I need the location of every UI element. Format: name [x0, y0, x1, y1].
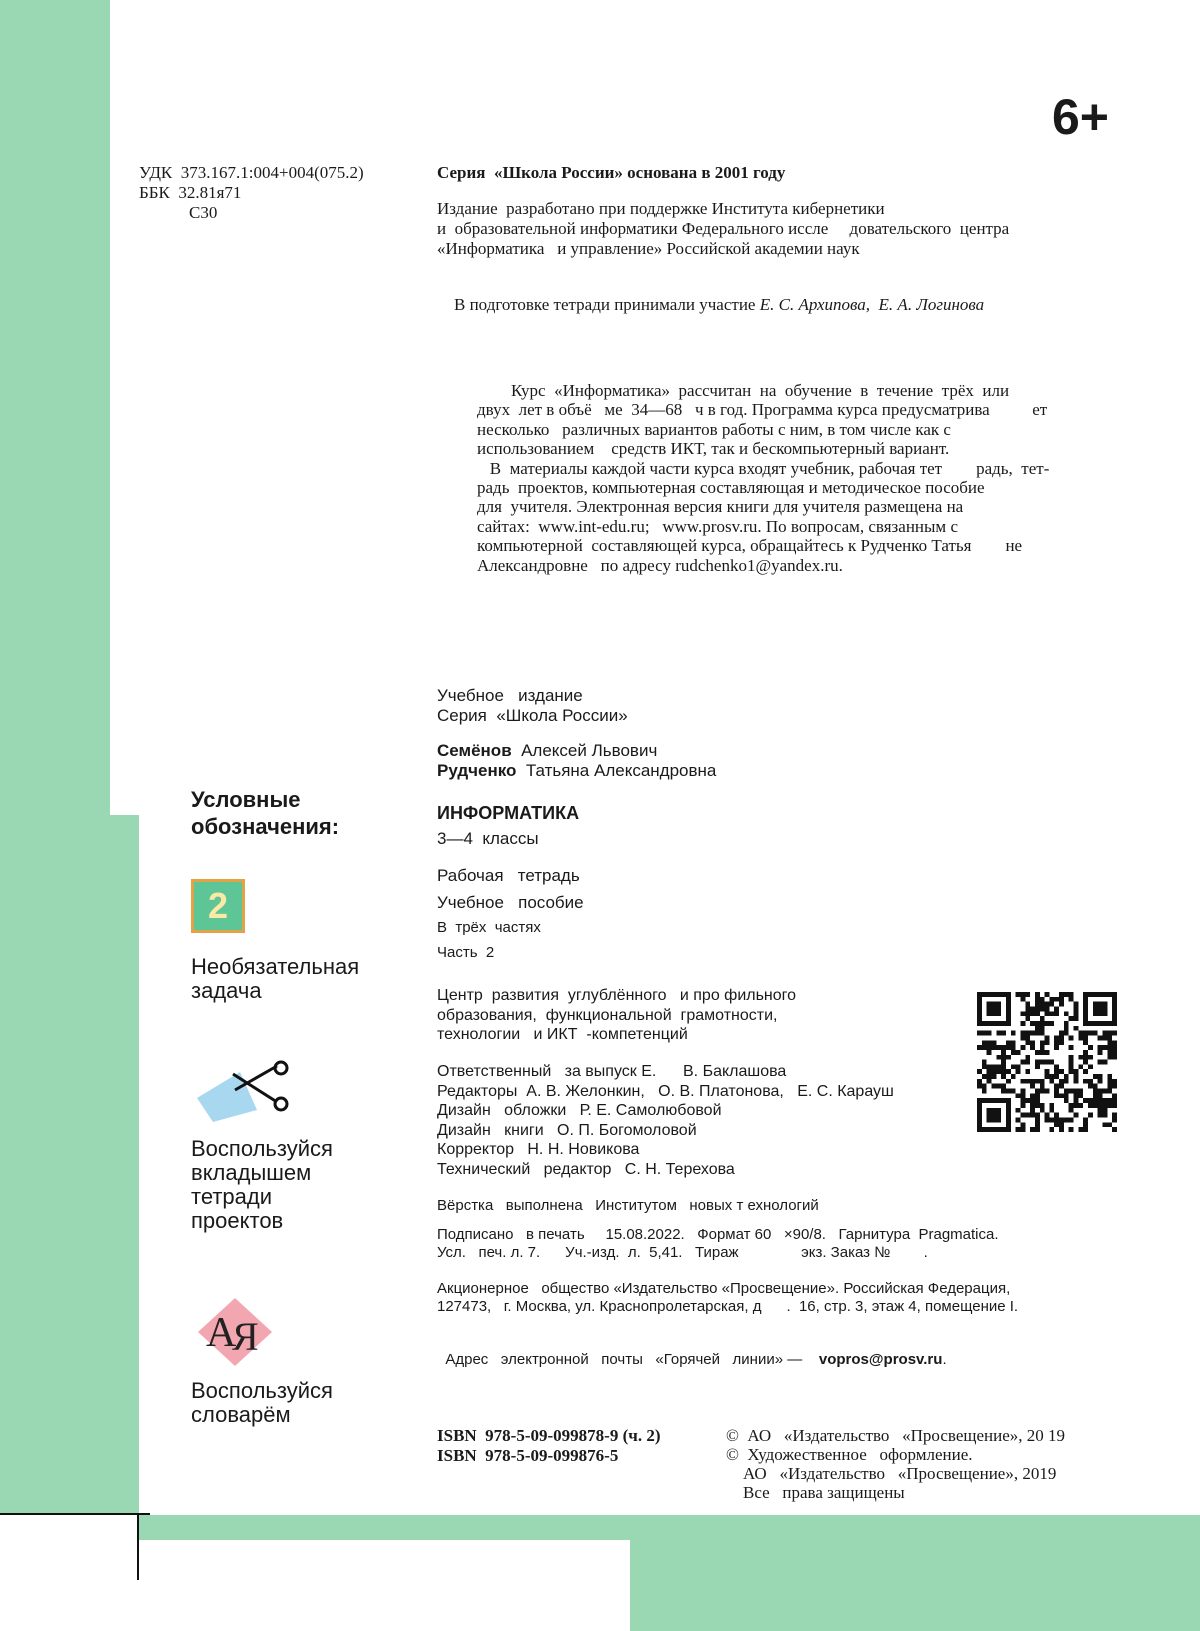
support-lines	[437, 199, 1127, 259]
edition-type: Учебное издание	[437, 686, 583, 705]
imprint-series: Серия «Школа России»	[437, 706, 628, 725]
author-name: Алексей Львович	[511, 741, 658, 760]
legend-item-line: вкладышем	[191, 1160, 312, 1185]
copyright-line: Все права защищены	[726, 1483, 905, 1502]
description-line: Александровне по адресу rudchenko1@yandex.ru.	[477, 555, 843, 575]
hotline-email[interactable]: vopros@prosv.ru	[818, 1351, 943, 1368]
scissors-insert-icon	[195, 1058, 295, 1128]
imprint-header	[437, 686, 957, 781]
book-title-block	[437, 803, 957, 962]
description-line: Курс «Информатика» рассчитан на обучение в течение трёх или	[477, 381, 1010, 400]
copyright-block	[726, 1426, 1146, 1502]
legend-item-dictionary	[191, 1379, 333, 1427]
author-code: С30	[189, 203, 218, 222]
classification-block	[139, 163, 429, 223]
staff-line: Дизайн обложки Р. Е. Самолюбовой	[437, 1102, 722, 1119]
print-line: Подписано в печать 15.08.2022. Формат 60 ×90/8. Гарнитура Pragmatica.	[437, 1226, 999, 1243]
svg-text:Я: Я	[232, 1314, 259, 1359]
print-line: Усл. печ. л. 7. Уч.-изд. л. 5,41. Тираж экз. Заказ № .	[437, 1244, 928, 1261]
participants-names: Е. С. Архипова, Е. А. Логинова	[759, 295, 985, 314]
left-green-band-bottom	[0, 815, 139, 1515]
isbn-line: ISBN 978-5-09-099878-9 (ч. 2)	[437, 1426, 661, 1445]
participants-prefix: В подготовке тетради принимали участие	[454, 295, 760, 314]
legend-title-line1: Условные	[191, 787, 301, 812]
authors	[437, 741, 957, 781]
badge-number: 2	[207, 885, 229, 926]
staff-line: Редакторы А. В. Желонкин, О. В. Платонова, Е. С. Карауш	[437, 1082, 894, 1100]
parts-total: В трёх частях	[437, 919, 541, 936]
part-number: Часть 2	[437, 944, 495, 961]
staff-block	[437, 1062, 977, 1179]
svg-text:А: А	[206, 1310, 237, 1356]
support-line: «Информатика и управление» Российской академии наук	[437, 239, 860, 258]
publisher-block	[437, 1280, 1137, 1316]
series-line: Серия «Школа России» основана в 2001 году	[437, 163, 786, 182]
author-name: Татьяна Александровна	[516, 761, 717, 780]
legend-item-optional	[191, 955, 359, 1003]
legend-item-insert	[191, 1137, 333, 1233]
author-line	[437, 741, 957, 761]
grades: 3—4 классы	[437, 829, 539, 848]
copyright-line: АО «Издательство «Просвещение», 2019	[726, 1464, 1057, 1483]
center-line: образования, функциональной грамотности,	[437, 1006, 778, 1024]
dictionary-ay-icon	[196, 1296, 274, 1368]
hotline-prefix: Адрес электронной почты «Горячей линии» —	[445, 1351, 819, 1368]
book-type: Рабочая тетрадь	[437, 866, 580, 885]
bbk-code: ББК 32.81я71	[139, 183, 242, 202]
staff-line: Технический редактор С. Н. Терехова	[437, 1160, 735, 1178]
legend-item-line: задача	[191, 978, 262, 1003]
book-title: ИНФОРМАТИКА	[437, 803, 580, 823]
publisher-line: 127473, г. Москва, ул. Краснопролетарская, д . 16, стр. 3, этаж 4, помещение I.	[437, 1298, 1019, 1315]
series-info	[437, 163, 1127, 335]
course-description	[477, 381, 1137, 575]
isbn-line: ISBN 978-5-09-099876-5	[437, 1446, 619, 1465]
book-kind: Учебное пособие	[437, 893, 584, 912]
support-line: Издание разработано при поддержке Института кибернетики	[437, 199, 885, 218]
hotline-line	[437, 1333, 947, 1369]
participants-line	[437, 275, 1127, 335]
legend-item-line: Воспользуйся	[191, 1378, 333, 1403]
hotline-suffix: .	[942, 1351, 947, 1368]
layout-line: Вёрстка выполнена Институтом новых т ехнологий	[437, 1197, 819, 1214]
bottom-green-band	[139, 1515, 1200, 1540]
crop-mark-horizontal	[0, 1513, 150, 1515]
author-line	[437, 761, 957, 781]
description-line: сайтах: www.int-edu.ru; www.prosv.ru. По вопросам, связанным с	[477, 516, 958, 536]
legend-title-line2: обозначения:	[191, 814, 340, 839]
legend-item-line: проектов	[191, 1208, 284, 1233]
author-surname: Семёнов	[437, 741, 512, 760]
description-line: В материалы каждой части курса входят учебник, рабочая тет радь, тет-	[477, 458, 1050, 478]
qr-code[interactable]	[977, 992, 1117, 1132]
staff-line: Корректор Н. Н. Новикова	[437, 1141, 640, 1158]
legend-item-line: Воспользуйся	[191, 1136, 333, 1161]
description-line: радь проектов, компьютерная составляющая и методическое пособие	[477, 478, 985, 498]
bottom-right-green-block	[630, 1540, 1200, 1631]
description-line: двух лет в объё ме 34—68 ч в год. Программа курса предусматрива ет	[477, 400, 1048, 420]
center-line: Центр развития углублённого и про фильного	[437, 987, 797, 1004]
center-line: технологии и ИКТ -компетенций	[437, 1026, 688, 1043]
left-green-band-top	[0, 0, 110, 815]
legend-title	[191, 786, 339, 840]
age-rating: 6+	[1052, 89, 1110, 145]
description-line: компьютерной составляющей курса, обращайтесь к Рудченко Татья не	[477, 536, 1023, 556]
legend-item-line: тетради	[191, 1184, 273, 1209]
author-surname: Рудченко	[437, 761, 517, 780]
staff-line: Ответственный за выпуск Е. В. Баклашова	[437, 1063, 787, 1080]
description-line: несколько различных вариантов работы с ним, в том числе как с	[477, 419, 951, 439]
crop-mark-vertical	[137, 1515, 139, 1580]
center-block	[437, 986, 957, 1045]
isbn-block	[437, 1426, 661, 1466]
copyright-line: © АО «Издательство «Просвещение», 20 19	[726, 1426, 1066, 1445]
publisher-line: Акционерное общество «Издательство «Просвещение». Российская Федерация,	[437, 1280, 1011, 1297]
legend-item-line: словарём	[191, 1402, 291, 1427]
udk-code: УДК 373.167.1:004+004(075.2)	[139, 163, 364, 182]
description-line: использованием средств ИКТ, так и бескомпьютерный вариант.	[477, 439, 950, 459]
legend-item-line: Необязательная	[191, 954, 360, 979]
copyright-line: © Художественное оформление.	[726, 1445, 973, 1464]
description-line: для учителя. Электронная версия книги для учителя размещена на	[477, 497, 964, 517]
print-block	[437, 1226, 1137, 1262]
staff-line: Дизайн книги О. П. Богомоловой	[437, 1121, 697, 1139]
support-line: и образовательной информатики Федерального иссле довательского центра	[437, 219, 1010, 238]
optional-task-badge-icon	[191, 879, 245, 933]
